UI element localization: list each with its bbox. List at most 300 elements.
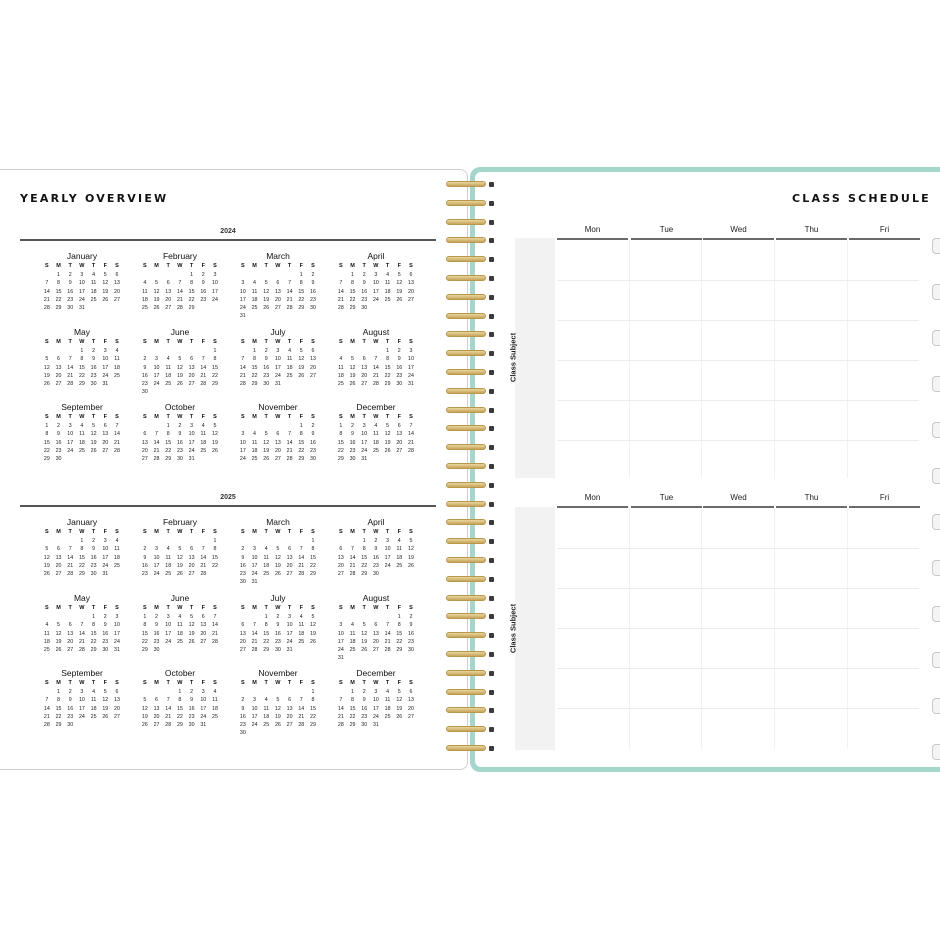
day-number: 23 <box>274 638 281 645</box>
day-number: 1 <box>190 272 194 278</box>
day-number: 4 <box>299 614 303 620</box>
day-number: 7 <box>115 423 119 429</box>
weekday-letter: S <box>241 605 245 611</box>
day-header-wed: Wed <box>730 493 747 502</box>
month-name: June <box>170 327 190 337</box>
yearly-overview-title: YEARLY OVERVIEW <box>20 192 169 205</box>
day-header-rule <box>557 506 628 508</box>
day-number: 2 <box>241 546 245 553</box>
day-number: 12 <box>349 364 356 371</box>
day-number: 9 <box>374 546 378 553</box>
day-number <box>237 422 249 430</box>
day-number <box>151 537 163 545</box>
day-number <box>88 455 100 463</box>
day-number <box>99 721 111 729</box>
divider-tab[interactable] <box>932 652 940 668</box>
spiral-coil <box>446 632 496 640</box>
weekday-letter: S <box>339 339 343 345</box>
week-row <box>41 271 123 279</box>
day-number: 2 <box>311 423 315 429</box>
divider-tab[interactable] <box>932 284 940 300</box>
day-number: 9 <box>178 431 182 438</box>
day-number <box>335 613 347 621</box>
day-number: 24 <box>239 456 246 463</box>
day-number: 23 <box>188 713 195 720</box>
day-number <box>249 422 261 430</box>
day-number <box>174 271 186 279</box>
day-number: 3 <box>288 614 292 620</box>
day-header-wed: Wed <box>730 225 747 234</box>
weekday-letter: S <box>409 339 413 345</box>
day-number: 2 <box>57 423 60 429</box>
day-number: 24 <box>239 305 246 312</box>
divider-tab[interactable] <box>932 514 940 530</box>
day-number <box>284 271 296 279</box>
day-number: 23 <box>67 713 74 720</box>
weekday-letter: F <box>299 529 303 535</box>
weekday-header <box>41 604 123 613</box>
day-number <box>209 388 221 396</box>
day-number: 17 <box>239 296 246 303</box>
day-number: 13 <box>67 630 74 637</box>
day-number: 15 <box>337 439 344 446</box>
spiral-coil <box>446 670 496 678</box>
day-number: 8 <box>253 356 256 363</box>
day-number: 1 <box>299 272 303 278</box>
weekday-letter: S <box>45 263 49 269</box>
day-number: 26 <box>274 571 281 578</box>
schedule-row-line <box>557 588 919 589</box>
week-row <box>335 271 417 279</box>
spiral-coil <box>446 256 496 264</box>
coil-wire <box>446 651 486 657</box>
day-number: 6 <box>201 614 205 620</box>
day-number: 11 <box>114 356 120 363</box>
weekday-letter: T <box>91 339 96 345</box>
day-number <box>347 613 359 621</box>
weekday-letter: M <box>252 339 257 345</box>
day-number: 2 <box>351 423 354 429</box>
coil-wire <box>446 726 486 732</box>
day-number: 7 <box>288 431 292 438</box>
week-row <box>41 439 123 447</box>
weekday-letter: F <box>201 680 205 686</box>
week-row <box>139 347 221 355</box>
day-number: 4 <box>115 348 119 354</box>
day-number: 9 <box>190 697 194 704</box>
coil-wire <box>446 407 486 413</box>
day-number <box>249 271 261 279</box>
day-number: 17 <box>239 447 246 454</box>
day-number <box>174 646 186 654</box>
day-number <box>64 347 76 355</box>
punch-hole <box>489 558 494 563</box>
day-number: 3 <box>201 689 205 695</box>
day-number: 29 <box>55 722 62 729</box>
coil-wire <box>446 275 486 281</box>
day-number: 1 <box>264 614 268 620</box>
divider-tab[interactable] <box>932 468 940 484</box>
day-number: 30 <box>55 456 62 463</box>
day-number: 31 <box>188 456 195 463</box>
week-row <box>335 621 417 629</box>
schedule-row-line <box>557 668 919 669</box>
month-calendar <box>139 251 221 312</box>
class-schedule-title: CLASS SCHEDULE <box>792 192 931 205</box>
day-number: 30 <box>361 305 368 312</box>
day-number <box>186 646 198 654</box>
divider-tab[interactable] <box>932 560 940 576</box>
week-row <box>335 296 417 304</box>
week-row <box>139 355 221 363</box>
weekday-letter: M <box>252 680 257 686</box>
day-number: 25 <box>78 447 85 454</box>
day-number: 4 <box>253 431 256 438</box>
day-number <box>405 570 417 578</box>
day-number: 10 <box>102 546 109 553</box>
day-number: 2 <box>143 546 147 553</box>
week-row <box>237 562 319 570</box>
spiral-coil <box>446 200 496 208</box>
weekday-header <box>237 413 319 422</box>
weekday-letter: T <box>189 529 194 535</box>
day-header-thu: Thu <box>804 225 819 234</box>
week-row <box>41 545 123 553</box>
day-number: 7 <box>299 546 303 553</box>
day-number: 20 <box>165 296 172 303</box>
day-header-fri: Fri <box>879 225 890 234</box>
weekday-letter: T <box>362 529 366 535</box>
weekday-letter: M <box>350 414 355 420</box>
day-number: 13 <box>310 356 316 363</box>
weekday-letter: F <box>397 263 401 269</box>
day-number: 6 <box>190 356 194 363</box>
day-number: 27 <box>274 456 281 463</box>
day-number: 22 <box>55 713 62 720</box>
day-number: 16 <box>349 439 356 446</box>
week-row <box>237 621 319 629</box>
day-number: 8 <box>80 356 84 363</box>
punch-hole <box>489 652 494 657</box>
weekday-letter: M <box>350 339 355 345</box>
day-number: 5 <box>103 689 107 695</box>
day-number: 21 <box>349 562 356 569</box>
day-number: 15 <box>188 288 195 295</box>
day-number <box>111 380 123 388</box>
weekday-header <box>139 413 221 422</box>
week-row <box>139 388 221 396</box>
weekday-letter: T <box>68 263 72 269</box>
day-number: 6 <box>190 546 194 553</box>
day-number: 11 <box>90 697 97 704</box>
day-number <box>64 613 76 621</box>
weekday-letter: M <box>56 339 61 345</box>
day-number: 23 <box>310 447 316 454</box>
day-number: 25 <box>286 372 293 379</box>
weekday-letter: T <box>68 529 72 535</box>
day-number: 22 <box>212 372 218 379</box>
weekday-letter: W <box>373 529 379 535</box>
day-number: 5 <box>178 546 182 553</box>
day-number: 8 <box>264 622 268 629</box>
punch-hole <box>489 464 494 469</box>
day-number: 5 <box>351 356 354 363</box>
day-number <box>111 455 123 463</box>
day-number: 13 <box>55 554 62 561</box>
day-number: 6 <box>166 280 170 287</box>
day-number: 19 <box>176 372 183 379</box>
month-calendar <box>41 593 123 654</box>
day-number: 25 <box>263 722 270 729</box>
day-header-tue: Tue <box>659 225 674 234</box>
day-number: 27 <box>310 372 316 379</box>
day-number: 12 <box>141 705 148 712</box>
day-number: 27 <box>55 571 62 578</box>
month-calendar <box>335 668 417 729</box>
day-number <box>260 271 272 279</box>
day-number: 12 <box>90 431 97 438</box>
day-number: 22 <box>78 562 85 569</box>
day-number <box>272 537 284 545</box>
weekday-letter: S <box>143 680 147 686</box>
day-number: 12 <box>102 697 109 704</box>
day-number: 14 <box>372 364 379 371</box>
day-number: 24 <box>78 713 85 720</box>
day-number: 10 <box>274 356 281 363</box>
week-row <box>335 439 417 447</box>
day-number <box>307 312 319 320</box>
class-subject-column[interactable] <box>515 507 555 750</box>
weekday-letter: T <box>264 263 268 269</box>
day-number: 26 <box>263 456 270 463</box>
coil-wire <box>446 745 486 751</box>
weekday-letter: S <box>241 339 245 345</box>
day-number: 25 <box>298 638 305 645</box>
day-number: 14 <box>212 622 218 629</box>
week-row <box>237 696 319 704</box>
day-number: 15 <box>384 364 391 371</box>
day-number: 15 <box>310 705 316 712</box>
month-calendar <box>335 327 417 388</box>
day-number: 15 <box>349 705 356 712</box>
spiral-coil <box>446 482 496 490</box>
day-number: 2 <box>241 697 245 704</box>
day-number: 25 <box>43 647 50 654</box>
day-number <box>197 304 209 312</box>
day-number <box>284 422 296 430</box>
day-number: 20 <box>153 713 160 720</box>
day-number: 7 <box>213 614 217 620</box>
grid-column-line <box>847 240 848 478</box>
day-number: 3 <box>155 356 158 363</box>
weekday-letter: F <box>201 529 205 535</box>
divider-tab[interactable] <box>932 330 940 346</box>
day-number <box>139 347 151 355</box>
day-number <box>151 422 163 430</box>
punch-hole <box>489 408 494 413</box>
day-number <box>393 570 405 578</box>
punch-hole <box>489 389 494 394</box>
class-subject-column[interactable] <box>515 238 555 478</box>
month-name: August <box>362 327 390 337</box>
day-number: 28 <box>67 381 74 388</box>
day-number: 11 <box>251 439 258 446</box>
day-number: 11 <box>142 288 148 295</box>
day-number: 8 <box>57 280 60 287</box>
day-number: 24 <box>372 296 379 303</box>
day-number: 28 <box>408 447 414 454</box>
day-number: 13 <box>286 705 293 712</box>
day-number: 24 <box>153 571 160 578</box>
day-number: 5 <box>397 272 401 278</box>
day-number <box>260 578 272 586</box>
divider-tab[interactable] <box>932 376 940 392</box>
day-number: 13 <box>396 431 403 438</box>
year-label: 2024 <box>220 228 236 235</box>
day-number <box>284 688 296 696</box>
weekday-letter: W <box>275 414 281 420</box>
day-header-tue: Tue <box>659 493 674 502</box>
day-number: 8 <box>386 356 390 363</box>
day-number: 5 <box>190 614 194 620</box>
weekday-letter: T <box>166 339 170 345</box>
grid-column-line <box>629 240 630 478</box>
day-number <box>405 654 417 662</box>
day-number: 22 <box>384 372 391 379</box>
day-number: 11 <box>349 630 356 637</box>
divider-tab[interactable] <box>932 606 940 622</box>
day-number: 16 <box>200 288 207 295</box>
weekday-letter: S <box>115 339 119 345</box>
weekday-letter: W <box>177 529 183 535</box>
day-number: 13 <box>55 364 62 371</box>
day-number: 4 <box>264 546 268 553</box>
week-row <box>139 439 221 447</box>
divider-tab[interactable] <box>932 744 940 760</box>
spiral-coil <box>446 369 496 377</box>
weekday-header <box>237 679 319 688</box>
day-number: 6 <box>276 280 280 287</box>
weekday-letter: W <box>275 680 281 686</box>
week-row <box>335 355 417 363</box>
day-number: 30 <box>90 571 97 578</box>
day-number: 27 <box>114 713 120 720</box>
day-number: 29 <box>78 381 85 388</box>
day-number: 2 <box>155 614 158 620</box>
day-number: 29 <box>78 571 85 578</box>
day-number: 14 <box>384 630 391 637</box>
day-number: 10 <box>78 697 85 704</box>
week-row <box>41 430 123 438</box>
weekday-letter: W <box>373 414 379 420</box>
weekday-letter: M <box>350 263 355 269</box>
day-number: 29 <box>310 722 316 729</box>
day-number <box>162 688 174 696</box>
day-number: 22 <box>141 638 148 645</box>
weekday-letter: W <box>79 529 85 535</box>
day-number: 11 <box>263 705 269 712</box>
day-number: 10 <box>153 554 160 561</box>
day-number: 21 <box>337 296 344 303</box>
day-number: 14 <box>43 288 50 295</box>
day-number: 29 <box>396 647 403 654</box>
day-number: 15 <box>349 288 356 295</box>
day-number: 1 <box>80 348 84 354</box>
week-row <box>41 422 123 430</box>
weekday-letter: S <box>339 529 343 535</box>
day-number: 10 <box>165 622 172 629</box>
day-number: 6 <box>397 423 401 429</box>
week-row <box>41 621 123 629</box>
day-number <box>151 271 163 279</box>
punch-hole <box>489 201 494 206</box>
day-number: 28 <box>372 381 379 388</box>
day-number: 27 <box>361 381 368 388</box>
day-number: 18 <box>114 364 120 371</box>
day-number <box>151 688 163 696</box>
day-number: 18 <box>384 705 391 712</box>
day-number: 17 <box>372 288 379 295</box>
day-number: 16 <box>239 562 246 569</box>
day-number: 6 <box>103 423 107 429</box>
week-row <box>41 688 123 696</box>
weekday-header <box>237 528 319 537</box>
day-number: 21 <box>298 562 305 569</box>
week-row <box>237 455 319 463</box>
day-number: 28 <box>114 447 120 454</box>
week-row <box>237 430 319 438</box>
day-number: 22 <box>176 713 183 720</box>
weekday-letter: F <box>103 529 107 535</box>
day-number: 2 <box>178 423 182 429</box>
grid-column-line <box>774 240 775 478</box>
day-number: 26 <box>188 638 195 645</box>
schedule-row-line <box>557 320 919 321</box>
coil-wire <box>446 425 486 431</box>
day-number: 22 <box>298 296 305 303</box>
day-number: 14 <box>337 288 344 295</box>
day-number: 5 <box>264 280 268 287</box>
day-number: 4 <box>351 622 354 629</box>
day-number: 2 <box>397 348 401 354</box>
week-row <box>335 562 417 570</box>
day-number: 11 <box>165 364 171 371</box>
day-number: 9 <box>264 356 268 363</box>
divider-tab[interactable] <box>932 422 940 438</box>
day-number: 9 <box>276 622 280 629</box>
divider-tab[interactable] <box>932 698 940 714</box>
day-number: 1 <box>178 689 182 695</box>
day-number <box>64 455 76 463</box>
day-number: 25 <box>200 447 207 454</box>
weekday-letter: S <box>409 263 413 269</box>
weekday-letter: T <box>287 414 292 420</box>
day-number: 15 <box>141 630 148 637</box>
day-number: 29 <box>349 722 356 729</box>
day-number: 8 <box>397 622 401 629</box>
day-number: 30 <box>67 722 74 729</box>
day-number: 16 <box>408 630 414 637</box>
day-number: 26 <box>43 571 50 578</box>
divider-tab[interactable] <box>932 238 940 254</box>
day-number: 11 <box>177 622 183 629</box>
day-number: 18 <box>384 288 391 295</box>
day-number: 21 <box>67 562 74 569</box>
day-number: 7 <box>178 280 182 287</box>
weekday-letter: T <box>166 605 170 611</box>
weekday-letter: S <box>213 414 217 420</box>
day-number: 8 <box>166 431 170 438</box>
